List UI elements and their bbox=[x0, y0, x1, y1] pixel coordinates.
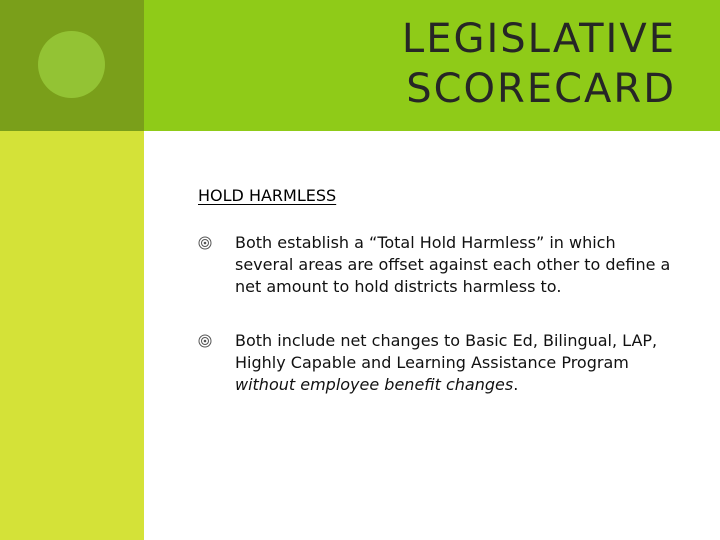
title-line-2: SCORECARD bbox=[406, 66, 676, 112]
bullet-text-start: Both include net changes to Basic Ed, Bilingual, LAP, Highly Capable and Learning Assistance Program bbox=[235, 331, 658, 372]
bullet-text: Both establish a “Total Hold Harmless” in which several areas are offset against each other to define a net amount to hold districts harmless to. bbox=[235, 233, 671, 296]
bullet-text-italic: without employee benefit changes bbox=[235, 375, 514, 394]
bullet-text-end: . bbox=[513, 375, 519, 394]
decorative-circle bbox=[38, 31, 105, 98]
section-heading: HOLD HARMLESS bbox=[198, 186, 337, 205]
title-line-1: LEGISLATIVE bbox=[401, 16, 676, 62]
bullet-text bbox=[235, 330, 675, 396]
slide-title bbox=[402, 14, 676, 114]
left-bottom-panel bbox=[0, 131, 144, 540]
target-bullet-icon bbox=[198, 236, 212, 250]
target-bullet-icon bbox=[198, 334, 212, 348]
